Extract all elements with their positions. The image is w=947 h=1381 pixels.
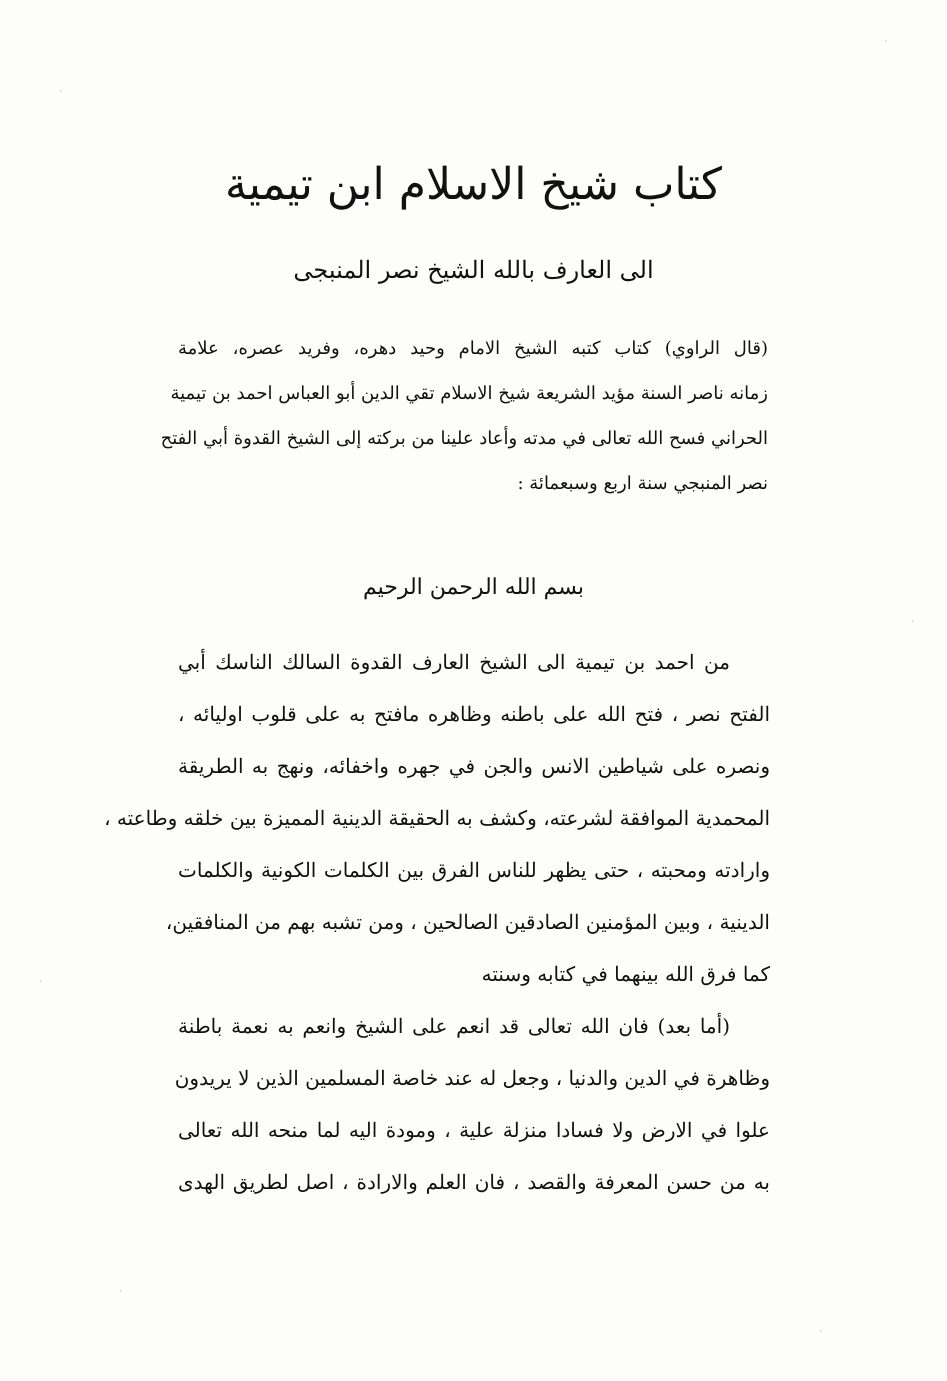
intro-line: (قال الراوي) كتاب كتبه الشيخ الامام وحيد دهره، وفريد عصره، علامة: [178, 338, 768, 359]
scan-speckle: [60, 90, 62, 92]
body-line: وارادته ومحبته ، حتى يظهر للناس الفرق بين الكلمات الكونية والكلمات: [178, 858, 770, 882]
scan-speckle: [120, 1290, 122, 1292]
intro-paragraph: [160, 326, 768, 506]
letter-body: [104, 636, 770, 1208]
scan-speckle: [885, 40, 887, 42]
body-line: وظاهرة في الدين والدنيا ، وجعل له عند خاصة المسلمين الذين لا يريدون: [174, 1066, 770, 1090]
basmala: بسم الله الرحمن الرحيم: [362, 575, 585, 600]
body-line: الدينية ، وبين المؤمنين الصادقين الصالحين ، ومن تشبه بهم من المنافقين،: [165, 910, 770, 934]
body-line: كما فرق الله بينهما في كتابه وسنته: [481, 962, 770, 986]
intro-line: زمانه ناصر السنة مؤيد الشريعة شيخ الاسلام تقي الدين أبو العباس احمد بن تيمية: [170, 383, 768, 404]
page-title: كتاب شيخ الاسلام ابن تيمية: [224, 159, 723, 210]
body-line: من احمد بن تيمية الى الشيخ العارف القدوة السالك الناسك أبي: [178, 650, 730, 674]
body-line: (أما بعد) فان الله تعالى قد انعم على الشيخ وانعم به نعمة باطنة: [178, 1014, 730, 1038]
intro-line: الحراني فسح الله تعالى في مدته وأعاد علينا من بركته إلى الشيخ القدوة أبي الفتح: [160, 428, 768, 449]
page-subtitle: الى العارف بالله الشيخ نصر المنبجى: [293, 256, 654, 284]
body-line: المحمدية الموافقة لشرعته، وكشف به الحقيقة الدينية المميزة بين خلقه وطاعته ،: [104, 806, 770, 830]
body-line: به من حسن المعرفة والقصد ، فان العلم والارادة ، اصل لطريق الهدى: [178, 1170, 770, 1194]
scan-speckle: [40, 980, 42, 982]
body-line: علوا في الارض ولا فسادا منزلة علية ، ومودة اليه لما منحه الله تعالى: [178, 1118, 770, 1142]
scan-speckle: [912, 620, 914, 622]
body-line: الفتح نصر ، فتح الله على باطنه وظاهره مافتح به على قلوب اوليائه ،: [178, 702, 770, 726]
intro-line: نصر المنبجي سنة اربع وسبعمائة :: [517, 473, 768, 494]
body-line: ونصره على شياطين الانس والجن في جهره واخفائه، ونهج به الطريقة: [178, 754, 770, 778]
scan-speckle: [820, 1330, 822, 1332]
